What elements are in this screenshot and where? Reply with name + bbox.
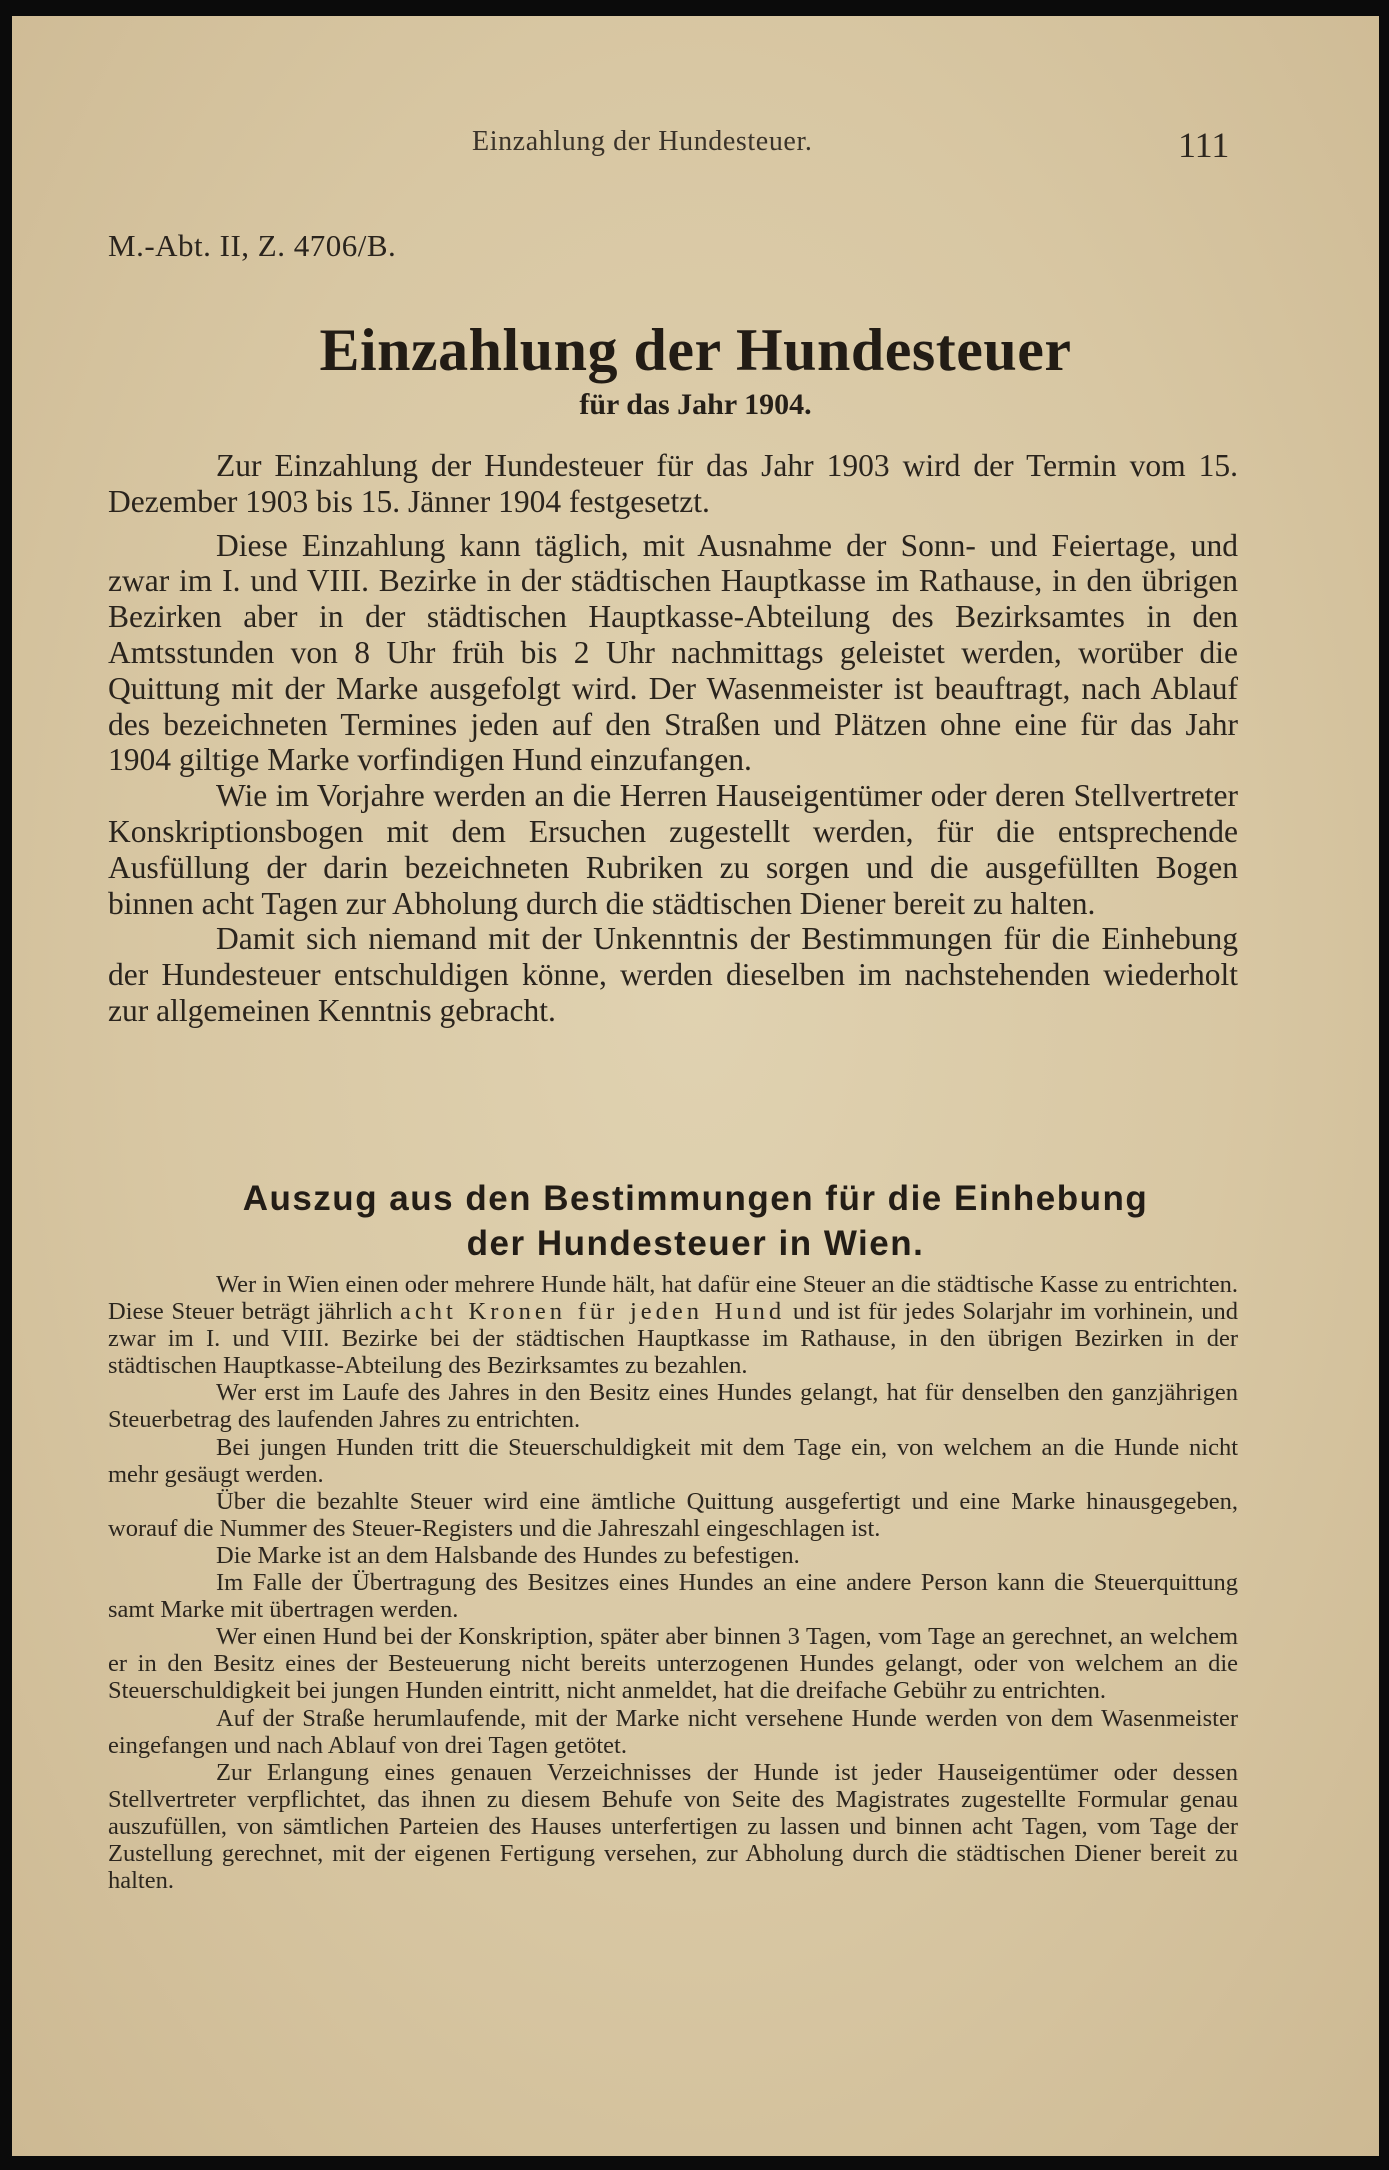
regulation-text-part: Wer in Wien einen oder mehrere Hunde hält, hat dafür eine Steuer an die städtische Kasse zu entrichten. Diese Steuer beträgt jährlich (108, 1271, 1238, 1326)
regulation-paragraph: Wer einen Hund bei der Konskription, später aber binnen 3 Tagen, vom Tage an gerechnet, an welchem er in den Besitz eines der Besteuerung nicht bereits unterzogenen Hundes gelangt, oder von welchem an die Steuerschuldigkeit bei jungen Hunden eintritt, nicht anmeldet, hat die dreifache Gebühr zu entrichten. (108, 1623, 1238, 1705)
regulation-paragraph: Auf der Straße herumlaufende, mit der Marke nicht versehene Hunde werden von dem Wasenmeister eingefangen und nach Ablauf von drei Tagen getötet. (108, 1704, 1238, 1759)
regulation-paragraph: Bei jungen Hunden tritt die Steuerschuldigkeit mit dem Tage ein, von welchem an die Hunde nicht mehr gesäugt werden. (108, 1433, 1238, 1488)
section-heading (12, 1176, 1379, 1266)
regulation-text-part: und ist für jedes Solarjahr im vorhinein, und zwar im I. und VIII. Bezirke bei der städtischen Hauptkasse im Rathause, in den übrigen Bezirken in der städtischen Hauptkasse-Abteilung des Bezirksamtes zu bezahlen. (108, 1298, 1239, 1380)
section-heading-line: Auszug aus den Bestimmungen für die Einhebung (242, 1179, 1149, 1218)
intro-paragraph: Zur Einzahlung der Hundesteuer für das Jahr 1903 wird der Termin vom 15. Dezember 1903 bis 15. Jänner 1904 festgesetzt. (108, 448, 1238, 519)
page-subtitle: für das Jahr 1904. (579, 388, 812, 421)
intro-paragraph: Wie im Vorjahre werden an die Herren Hauseigentümer oder deren Stellvertreter Konskriptionsbogen mit dem Ersuchen zugestellt werden, für die entsprechende Ausfüllung der darin bezeichneten Rubriken zu sorgen und die ausgefüllten Bogen binnen acht Tagen zur Abholung durch die städtischen Diener bereit zu halten. (108, 778, 1238, 921)
document-page (12, 16, 1379, 2156)
regulation-paragraph: Die Marke ist an dem Halsbande des Hundes zu befestigen. (216, 1541, 800, 1569)
page-title: Einzahlung der Hundesteuer (319, 317, 1072, 383)
reference-number: M.-Abt. II, Z. 4706/B. (108, 228, 397, 263)
intro-paragraph: Damit sich niemand mit der Unkenntnis der Bestimmungen für die Einhebung der Hundesteuer entschuldigen könne, werden dieselben im nachstehenden wiederholt zur allgemeinen Kenntnis gebracht. (108, 921, 1238, 1028)
regulation-paragraph: Zur Erlangung eines genauen Verzeichnisses der Hunde ist jeder Hauseigentümer oder dessen Stellvertreter verpflichtet, das ihnen zu diesem Behufe von Seite des Magistrates zugestellte Formular genau auszufüllen, von sämtlichen Parteien des Hauses unterfertigen zu lassen und binnen acht Tagen, vom Tage der Zustellung gerechnet, mit der eigenen Fertigung versehen, zur Abholung durch die städtischen Diener bereit zu halten. (108, 1758, 1238, 1895)
regulations-text (108, 1271, 1238, 1894)
regulation-paragraph: Über die bezahlte Steuer wird eine ämtliche Quittung ausgefertigt und eine Marke hinausgegeben, worauf die Nummer des Steuer-Registers und die Jahreszahl eingeschlagen ist. (108, 1487, 1238, 1542)
regulation-paragraph (108, 1271, 1238, 1379)
running-header: Einzahlung der Hundesteuer. (472, 126, 813, 157)
section-heading-line: der Hundesteuer in Wien. (466, 1224, 925, 1263)
regulation-paragraph: Wer erst im Laufe des Jahres in den Besitz eines Hundes gelangt, hat für denselben den ganzjährigen Steuerbetrag des laufenden Jahres zu entrichten. (108, 1379, 1238, 1434)
intro-text (108, 448, 1238, 1029)
emphasized-text: acht Kronen für jeden Hund (400, 1298, 786, 1326)
intro-paragraph: Diese Einzahlung kann täglich, mit Ausnahme der Sonn- und Feiertage, und zwar im I. und VIII. Bezirke in der städtischen Hauptkasse im Rathause, in den übrigen Bezirken aber in der städtischen Hauptkasse-Abteilung des Bezirksamtes in den Amtsstunden von 8 Uhr früh bis 2 Uhr nachmittags geleistet werden, worüber die Quittung mit der Marke ausgefolgt wird. Der Wasenmeister ist beauftragt, nach Ablauf des bezeichneten Termines jeden auf den Straßen und Plätzen ohne eine für das Jahr 1904 giltige Marke vorfindigen Hund einzufangen. (108, 527, 1238, 778)
regulation-paragraph: Im Falle der Übertragung des Besitzes eines Hundes an eine andere Person kann die Steuerquittung samt Marke mit übertragen werden. (108, 1569, 1238, 1624)
page-number: 111 (1178, 125, 1230, 165)
